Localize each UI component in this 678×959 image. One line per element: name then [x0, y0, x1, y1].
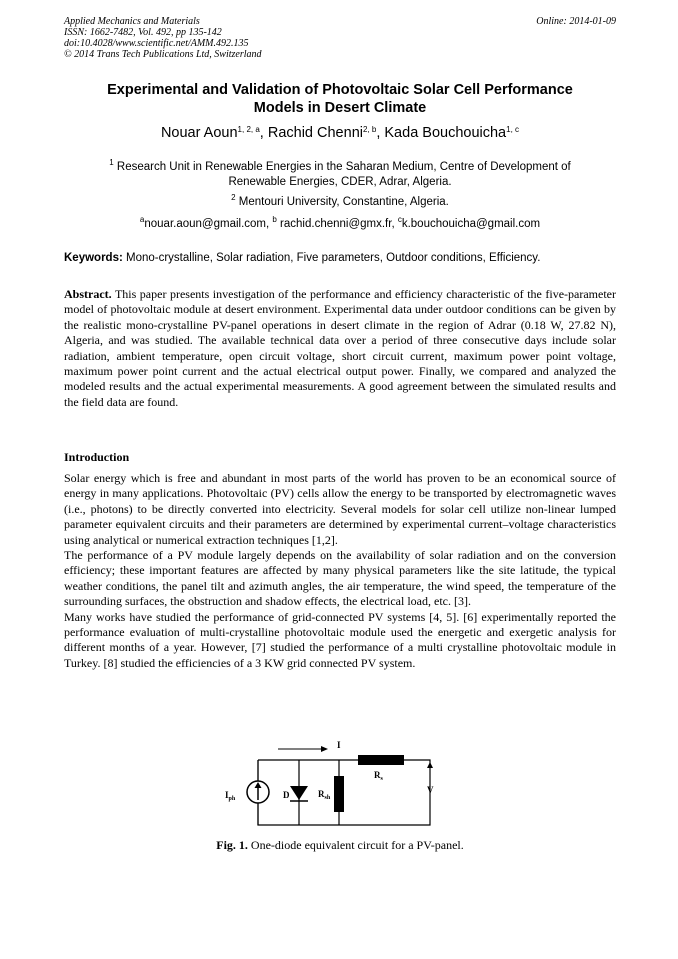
page-header — [64, 16, 616, 60]
section-heading-introduction: Introduction — [64, 450, 130, 464]
circuit-diagram — [220, 740, 440, 830]
paragraph: Solar energy which is free and abundant in most parts of the world has proven to be an economical source of energy in many applications. Photovoltaic (PV) cells allow the energy to be transported by electromagnetic waves (i.e., photons) to be directly converted into electricity. Several models for solar cell utilize non-linear lumped parameter equivalent circuits and their parameters are determined by experimental current–voltage characteristics using analytical or numerical extraction techniques [1,2]. — [64, 471, 616, 547]
caption-label: Fig. 1. — [216, 838, 248, 852]
author-name: Rachid Chenni — [267, 125, 363, 141]
email-sup: a — [139, 215, 145, 224]
paragraph: Many works have studied the performance of grid-connected PV systems [4, 5]. [6] experimentally reported the performance evaluation of multi-crystalline photovoltaic module used the energetic and exergetic analysis for different months of a year. However, [7] studied the performance of a multi crystalline photovoltaic module in Turkey. [8] studied the efficiencies of a 3 KW grid connected PV system. — [64, 609, 616, 670]
series-resistor — [358, 755, 404, 765]
affil-sup: 2 — [231, 193, 236, 202]
abstract-text: This paper presents investigation of the performance and efficiency characteristic of the five-parameter model of photovoltaic module at desert environment. Experimental data under outdoor conditions can be given by the realistic mono-crystalline PV-panel operations in desert climate in the region of Adrar (0.18 W, 27.82 N), Algeria, and was studied. The available technical data over a period of three consecutive days include solar radiation, ambient temperature, open circuit voltage, short circuit current, maximum power point voltage, maximum power point current and the actual electrical output power. Finally, we compared and analyzed the modeled results and the actual experimental measurements. A good agreement between the simulated results and the field data are found. — [64, 287, 616, 409]
email-link[interactable]: k.bouchouicha@gmail.com — [401, 218, 541, 230]
paper-title — [64, 81, 616, 117]
email-link[interactable]: rachid.chenni@gmx.fr — [280, 218, 392, 230]
email-sup: b — [272, 215, 277, 224]
author-name: Nouar Aoun — [160, 125, 238, 141]
author-name: Kada Bouchouicha — [384, 125, 507, 141]
label-iph: $I_{ph}$ — [225, 790, 236, 802]
shunt-resistor — [334, 776, 344, 812]
keywords-text: Mono-crystalline, Solar radiation, Five parameters, Outdoor conditions, Efficiency. — [126, 252, 541, 264]
affiliation-2 — [64, 195, 616, 210]
online-date: Online: 2014-01-09 — [536, 16, 616, 27]
figure-caption — [64, 838, 616, 853]
abstract — [64, 287, 616, 410]
affil-sup: 1 — [109, 158, 114, 167]
journal-name: Applied Mechanics and Materials — [64, 16, 200, 27]
affil-line: Renewable Energies, CDER, Adrar, Algeria. — [228, 176, 452, 188]
keywords — [64, 251, 616, 266]
affiliation-1 — [64, 160, 616, 190]
diode-icon — [290, 786, 308, 801]
email-list: $^a$nouar.aoun@gmail.com, $^b$ rachid.chenni@gmx.fr, $^c$k.bouchouicha@gmail.com — [139, 215, 541, 230]
current-source-icon — [247, 781, 269, 803]
label-current: I — [337, 740, 341, 750]
label-rs: $R_s$ — [374, 770, 383, 782]
author-sup: 2, b — [362, 125, 377, 134]
author-list: Nouar Aoun$^{1, 2, a}$, Rachid Chenni$^{2, b}$, Kada Bouchouicha$^{1, c}$ — [160, 125, 520, 141]
author-sup: 1, c — [506, 125, 520, 134]
label-diode: D — [283, 790, 290, 800]
email-sup: c — [397, 215, 402, 224]
doi-line: doi:10.4028/www.scientific.net/AMM.492.135 — [64, 38, 249, 49]
caption-text: One-diode equivalent circuit for a PV-panel. — [250, 838, 464, 852]
affil-line: Mentouri University, Constantine, Algeria. — [238, 196, 449, 208]
affil-line: Research Unit in Renewable Energies in the Saharan Medium, Centre of Development of — [116, 161, 571, 173]
introduction-body — [64, 471, 616, 671]
abstract-label: Abstract. — [64, 287, 112, 301]
current-arrow — [278, 746, 328, 752]
label-voltage: V — [427, 785, 434, 795]
copyright-line: © 2014 Trans Tech Publications Ltd, Switzerland — [64, 49, 262, 60]
title-line-1: Experimental and Validation of Photovoltaic Solar Cell Performance — [107, 82, 573, 98]
title-line-2: Models in Desert Climate — [253, 100, 427, 116]
author-sup: 1, 2, a — [237, 125, 260, 134]
issn-line: ISSN: 1662-7482, Vol. 492, pp 135-142 — [64, 27, 222, 38]
email-link[interactable]: nouar.aoun@gmail.com — [144, 218, 266, 230]
keywords-label: Keywords: — [64, 252, 123, 264]
paragraph: The performance of a PV module largely depends on the availability of solar radiation and on the conversion efficiency; these important features are affected by many physical parameters like the site latitude, the typical weather conditions, the panel tilt and azimuth angles, the air temperature, the wind speed, the temperature of the surrounding surfaces, the obstruction and shadow effects, the electrical load, etc. [3]. — [64, 548, 616, 609]
label-rsh: $R_{sh}$ — [318, 789, 331, 801]
